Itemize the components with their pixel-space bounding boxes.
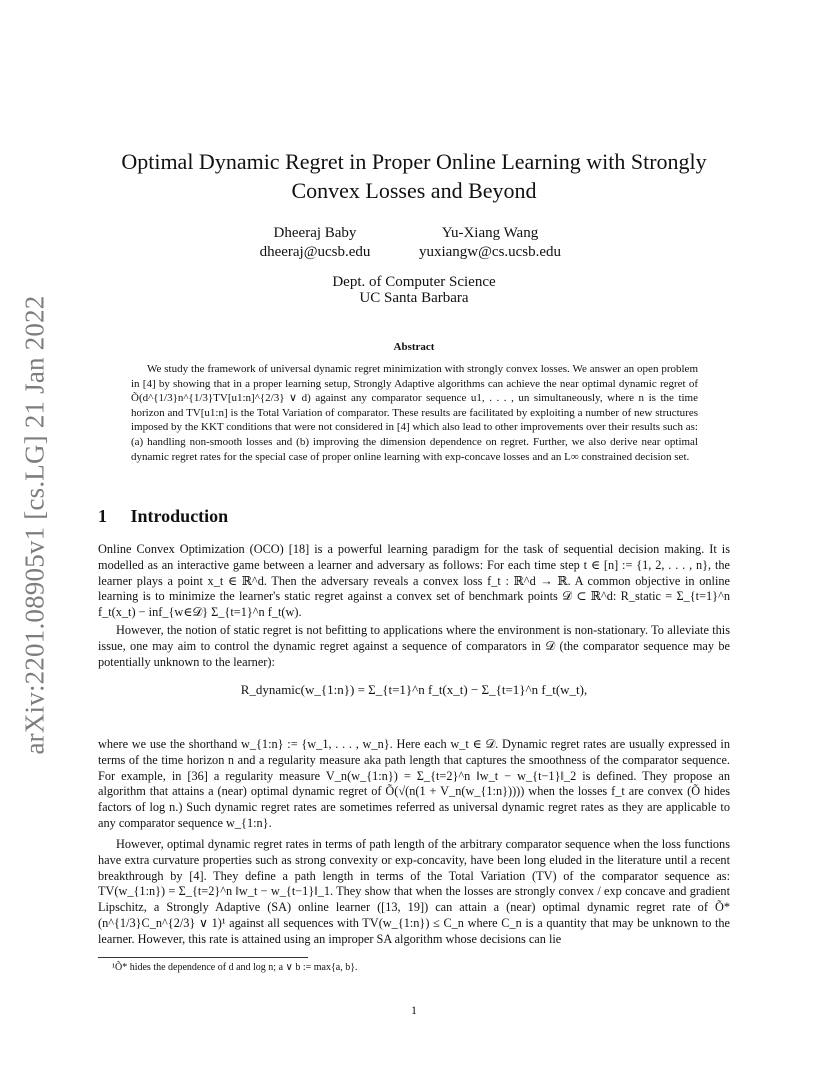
section-title: Introduction bbox=[130, 506, 229, 526]
footnote: ¹Õ* hides the dependence of d and log n; a ∨ b := max{a, b}. bbox=[112, 962, 358, 973]
author-email[interactable]: dheeraj@ucsb.edu bbox=[259, 244, 371, 260]
arxiv-identifier: arXiv:2201.08905v1 [cs.LG] 21 Jan 2022 bbox=[19, 295, 50, 755]
paragraph-1: Online Convex Optimization (OCO) [18] is a powerful learning paradigm for the task of sequential decision making. It is modelled as an interactive game between a learner and adversary as follows: For each time step t ∈ [n] := {1, 2, . . . , n}, the learner plays a point x_t ∈ ℝ^d. Then the adversary reveals a convex loss f_t : ℝ^d → ℝ. A common objective in online learning is to minimize the learner's static regret against a convex set of benchmark points 𝒟 ⊂ ℝ^d: R_static = Σ_{t=1}^n f_t(x_t) − inf_{w∈𝒟} Σ_{t=1}^n f_t(w). bbox=[98, 542, 730, 620]
author-2 bbox=[390, 224, 590, 262]
affiliation-university: UC Santa Barbara bbox=[359, 290, 469, 306]
section-heading bbox=[98, 506, 228, 527]
section-number: 1 bbox=[98, 506, 107, 526]
affiliation-dept: Dept. of Computer Science bbox=[332, 274, 496, 290]
abstract-heading: Abstract bbox=[393, 341, 435, 353]
author-1 bbox=[240, 224, 390, 262]
footnote-divider bbox=[98, 957, 308, 958]
dynamic-regret-equation: R_dynamic(w_{1:n}) = Σ_{t=1}^n f_t(x_t) − Σ_{t=1}^n f_t(w_t), bbox=[240, 682, 588, 697]
paragraph-4: However, optimal dynamic regret rates in terms of path length of the arbitrary comparator sequence when the loss functions have extra curvature properties such as strong convexity or exp-concavity, have been long eluded in the literature until a recent breakthrough by [4]. They define a path length in terms of the Total Variation (TV) of the comparator sequence as: TV(w_{1:n}) = Σ_{t=2}^n ‖w_t − w_{t−1}‖_1. They show that when the losses are strongly convex / exp concave and gradient Lipschitz, a Strongly Adaptive (SA) online learner ([13, 19]) can attain a (near) optimal dynamic regret rate of Õ*(n^{1/3}C_n^{2/3} ∨ 1)¹ against all sequences with TV(w_{1:n}) ≤ C_n where C_n is a quantity that may be unknown to the learner. However, this rate is attained using an improper SA algorithm whose decisions can lie bbox=[98, 837, 730, 946]
page-number: 1 bbox=[411, 1003, 417, 1017]
affiliation bbox=[0, 274, 828, 306]
author-name: Dheeraj Baby bbox=[273, 225, 357, 241]
author-name: Yu-Xiang Wang bbox=[441, 225, 539, 241]
paragraph-2: However, the notion of static regret is not befitting to applications where the environment is non-stationary. To alleviate this issue, one may aim to control the dynamic regret against a sequence of comparators in 𝒟 (the comparator sequence may be potentially unknown to the learner): bbox=[98, 623, 730, 669]
paragraph-3: where we use the shorthand w_{1:n} := {w_1, . . . , w_n}. Here each w_t ∈ 𝒟. Dynamic regret rates are usually expressed in terms of the time horizon n and a regularity measure aka path length that captures the smoothness of the comparator sequence. For example, in [36] a regularity measure V_n(w_{1:n}) = Σ_{t=2}^n ‖w_t − w_{t−1}‖_2 is defined. They propose an algorithm that attains a (near) optimal dynamic regret of Õ(√(n(1 + V_n(w_{1:n})))) when the losses f_t are convex (Õ hides factors of log n.) Such dynamic regret rates are sometimes referred as universal dynamic regret rates as they are applicable to any comparator sequence w_{1:n}. bbox=[98, 737, 730, 830]
abstract-text: We study the framework of universal dynamic regret minimization with strongly convex losses. We answer an open problem in [4] by showing that in a proper learning setup, Strongly Adaptive algorithms can achieve the near optimal dynamic regret of Õ(d^{1/3}n^{1/3}TV[u1:n]^{2/3} ∨ d) against any comparator sequence u1, . . . , un simultaneously, where n is the time horizon and TV[u1:n] is the Total Variation of comparator. These results are facilitated by exploiting a number of new structures imposed by the KKT conditions that were not considered in [4] which also lead to other improvements over their results such as: (a) handling non-smooth losses and (b) improving the dimension dependence on regret. Further, we also derive near optimal dynamic regret rates for the special case of proper online learning with exp-concave losses and an L∞ constrained decision set. bbox=[131, 363, 698, 463]
author-email[interactable]: yuxiangw@cs.ucsb.edu bbox=[418, 244, 562, 260]
paper-title: Optimal Dynamic Regret in Proper Online Learning with Strongly Convex Losses and Beyond bbox=[121, 149, 707, 203]
